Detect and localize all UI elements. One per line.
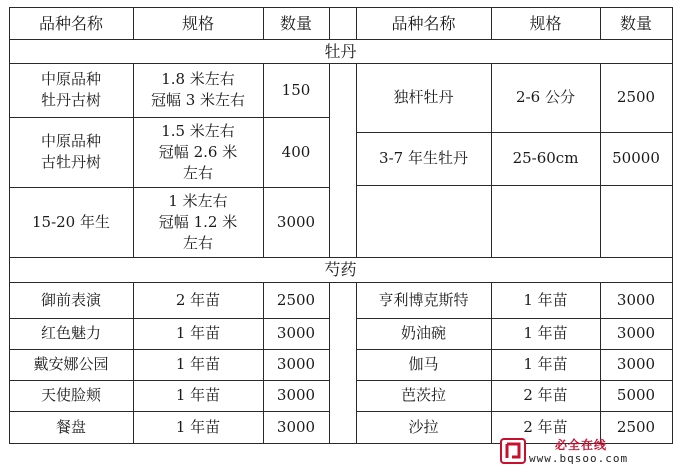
column-rule xyxy=(133,63,134,257)
row-rule xyxy=(356,380,672,381)
table-cell: 1.8 米左右 冠幅 3 米左右 xyxy=(150,70,246,109)
table-cell xyxy=(356,185,491,257)
table-cell: 中原品种 古牡丹树 xyxy=(40,132,101,171)
row-rule xyxy=(9,7,672,8)
row-rule xyxy=(356,349,672,350)
table-cell: 25-60cm xyxy=(512,149,579,167)
table-cell: 3000 xyxy=(616,355,656,373)
row-rule xyxy=(9,349,329,350)
row-rule xyxy=(9,257,672,258)
column-rule xyxy=(9,7,10,444)
column-rule xyxy=(263,282,264,443)
table-cell: 1 年苗 xyxy=(523,324,568,342)
column-rule xyxy=(672,7,673,444)
table-cell: 2500 xyxy=(616,417,656,436)
table-cell: 3000 xyxy=(276,386,316,404)
table-cell xyxy=(600,185,672,257)
table-cell: 1 年苗 xyxy=(523,355,568,373)
table-cell: 3000 xyxy=(276,324,316,342)
table-cell: 亨利博克斯特 xyxy=(378,290,469,309)
table-cell: 150 xyxy=(281,80,311,99)
table-cell xyxy=(491,185,600,257)
column-rule xyxy=(263,7,264,39)
site-logo-icon xyxy=(499,437,527,465)
table-cell: 400 xyxy=(281,142,311,161)
table-cell: 3000 xyxy=(276,355,316,373)
row-rule xyxy=(9,63,672,64)
column-rule xyxy=(356,7,357,39)
column-rule xyxy=(491,63,492,257)
column-rule xyxy=(133,282,134,443)
header-cell: 规格 xyxy=(181,13,214,33)
table-cell: 1 年苗 xyxy=(175,386,221,404)
table-cell: 3000 xyxy=(616,324,656,342)
table-cell: 芭茨拉 xyxy=(400,386,446,404)
row-rule xyxy=(9,117,329,118)
column-rule xyxy=(133,7,134,39)
table-cell: 2500 xyxy=(616,88,656,106)
table-cell: 3000 xyxy=(276,417,316,436)
row-rule xyxy=(356,318,672,319)
column-rule xyxy=(329,63,330,257)
table-cell: 3-7 年生牡丹 xyxy=(379,149,468,167)
table-cell: 3000 xyxy=(276,212,316,231)
table-cell: 3000 xyxy=(616,290,656,309)
section-title: 芍药 xyxy=(324,260,357,279)
table-cell: 1 年苗 xyxy=(175,417,221,436)
column-rule xyxy=(491,282,492,443)
section-title: 牡丹 xyxy=(324,41,357,61)
row-rule xyxy=(9,282,672,283)
table-cell: 餐盘 xyxy=(55,417,86,436)
table-cell: 独杆牡丹 xyxy=(393,88,454,106)
column-rule xyxy=(491,7,492,39)
table-cell: 戴安娜公园 xyxy=(33,355,109,373)
table-cell: 2-6 公分 xyxy=(516,88,575,106)
table-cell: 15-20 年生 xyxy=(31,212,110,231)
column-rule xyxy=(329,7,330,39)
table-cell: 伽马 xyxy=(408,355,439,373)
row-rule xyxy=(9,380,329,381)
table-cell: 1.5 米左右 冠幅 2.6 米 左右 xyxy=(158,121,238,182)
watermark-url: www.bqsoo.com xyxy=(529,452,629,465)
row-rule xyxy=(9,318,329,319)
column-rule xyxy=(600,282,601,443)
header-cell: 品种名称 xyxy=(38,13,103,33)
table-cell: 2 年苗 xyxy=(523,386,568,404)
row-rule xyxy=(9,39,672,40)
column-rule xyxy=(263,63,264,257)
row-rule xyxy=(356,185,672,186)
header-cell: 数量 xyxy=(619,13,652,33)
row-rule xyxy=(356,411,672,412)
table-cell: 2 年苗 xyxy=(523,417,568,436)
column-rule xyxy=(600,63,601,257)
table-cell: 中原品种 牡丹古树 xyxy=(40,70,101,109)
table-cell: 奶油碗 xyxy=(400,324,446,342)
table-cell: 1 年苗 xyxy=(523,290,568,309)
header-cell: 品种名称 xyxy=(391,13,456,33)
table-cell: 天使脸颊 xyxy=(40,386,101,404)
row-rule xyxy=(9,411,329,412)
row-rule xyxy=(9,187,329,188)
row-rule xyxy=(356,132,672,133)
table-cell: 1 米左右 冠幅 1.2 米 左右 xyxy=(158,191,238,252)
column-rule xyxy=(356,63,357,257)
table-cell: 2500 xyxy=(276,290,316,309)
column-rule xyxy=(329,282,330,443)
column-rule xyxy=(356,282,357,443)
table-cell: 1 年苗 xyxy=(175,355,221,373)
header-cell: 数量 xyxy=(279,13,312,33)
table-cell: 50000 xyxy=(612,149,660,167)
watermark-site-name: 必全在线 xyxy=(555,438,608,452)
header-cell: 规格 xyxy=(529,13,562,33)
watermark xyxy=(499,434,679,468)
table-cell: 1 年苗 xyxy=(175,324,221,342)
table-cell: 沙拉 xyxy=(408,417,439,436)
column-rule xyxy=(600,7,601,39)
table-cell: 5000 xyxy=(616,386,656,404)
table-cell: 红色魅力 xyxy=(40,324,101,342)
table-cell: 2 年苗 xyxy=(175,290,221,309)
table-cell: 御前表演 xyxy=(40,290,101,309)
